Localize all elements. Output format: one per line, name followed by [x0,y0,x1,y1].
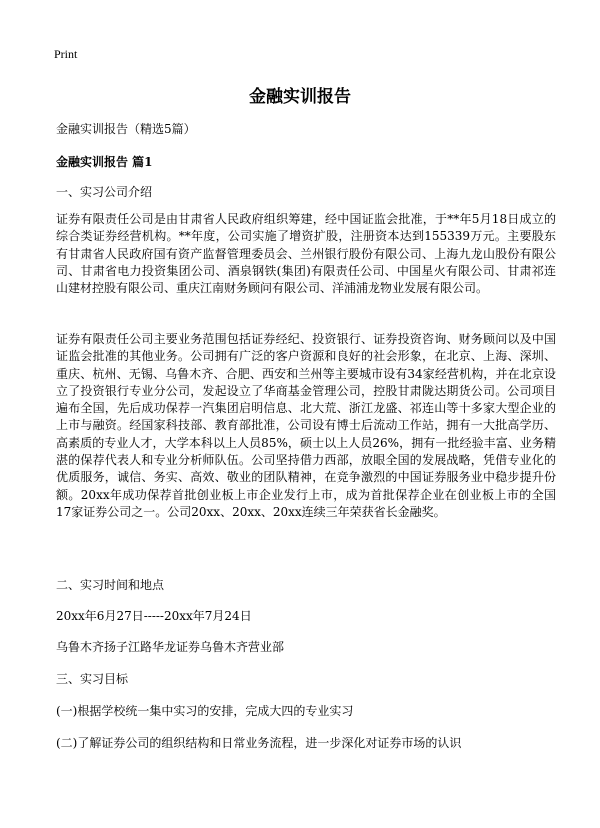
goal-item-2: (二)了解证券公司的组织结构和日常业务流程，进一步深化对证券市场的认识 [56,736,462,750]
heading-goals: 三、实习目标 [56,672,129,686]
section-heading: 金融实训报告 篇1 [56,155,153,169]
heading-time-location: 二、实习时间和地点 [56,578,165,592]
paragraph-business-scope: 证券有限责任公司主要业务范围包括证券经纪、投资银行、证券投资咨询、财务顾问以及中国证监会批准的其他业务。公司拥有广泛的客户资源和良好的社会形象，在北京、上海、深圳、重庆、杭州、无锡、乌鲁木齐、合肥、西安和兰州等主要城市设有34家经营机构，并在北京设立了投资银行专业分公司，发起设立了华商基金管理公司，控股甘肃陇达期货公司。公司项目遍布全国，先后成功保荐一汽集团启明信息、北大荒、浙江龙盛、祁连山等十多家大型企业的上市与融资。经国家科技部、教育部批准，公司设有博士后流动工作站，拥有一大批高学历、高素质的专业人才，大学本科以上人员85%，硕士以上人员26%，拥有一批经验丰富、业务精湛的保荐代表人和专业分析师队伍。公司坚持借力西部，放眼全国的发展战略，凭借专业化的优质服务，诚信、务实、高效、敬业的团队精神，在竞争激烈的中国证券服务业中稳步提升份额。20xx年成功保荐首批创业板上市企业发行上市，成为首批保荐企业在创业板上市的全国17家证券公司之一。公司20xx、20xx、20xx连续三年荣获省长金融奖。 [56,332,556,519]
document-subtitle: 金融实训报告（精选5篇） [56,122,196,136]
document-title: 金融实训报告 [249,87,351,107]
internship-dates: 20xx年6月27日-----20xx年7月24日 [56,609,252,623]
heading-company-intro: 一、实习公司介绍 [56,185,153,199]
internship-location: 乌鲁木齐扬子江路华龙证券乌鲁木齐营业部 [56,640,285,654]
print-label[interactable]: Print [54,47,78,61]
goal-item-1: (一)根据学校统一集中实习的安排，完成大四的专业实习 [56,704,354,718]
paragraph-company-intro: 证券有限责任公司是由甘肃省人民政府组织筹建，经中国证监会批准，于**年5月18日成立的综合类证券经营机构。**年度，公司实施了增资扩股，注册资本达到155339万元。主要股东有甘肃省人民政府国有资产监督管理委员会、兰州银行股份有限公司、上海九龙山股份有限公司、甘肃省电力投资集团公司、酒泉钢铁(集团)有限责任公司、中国星火有限公司、甘肃祁连山建材控股有限公司、重庆江南财务顾问有限公司、洋浦浦龙物业发展有限公司。 [56,212,556,296]
